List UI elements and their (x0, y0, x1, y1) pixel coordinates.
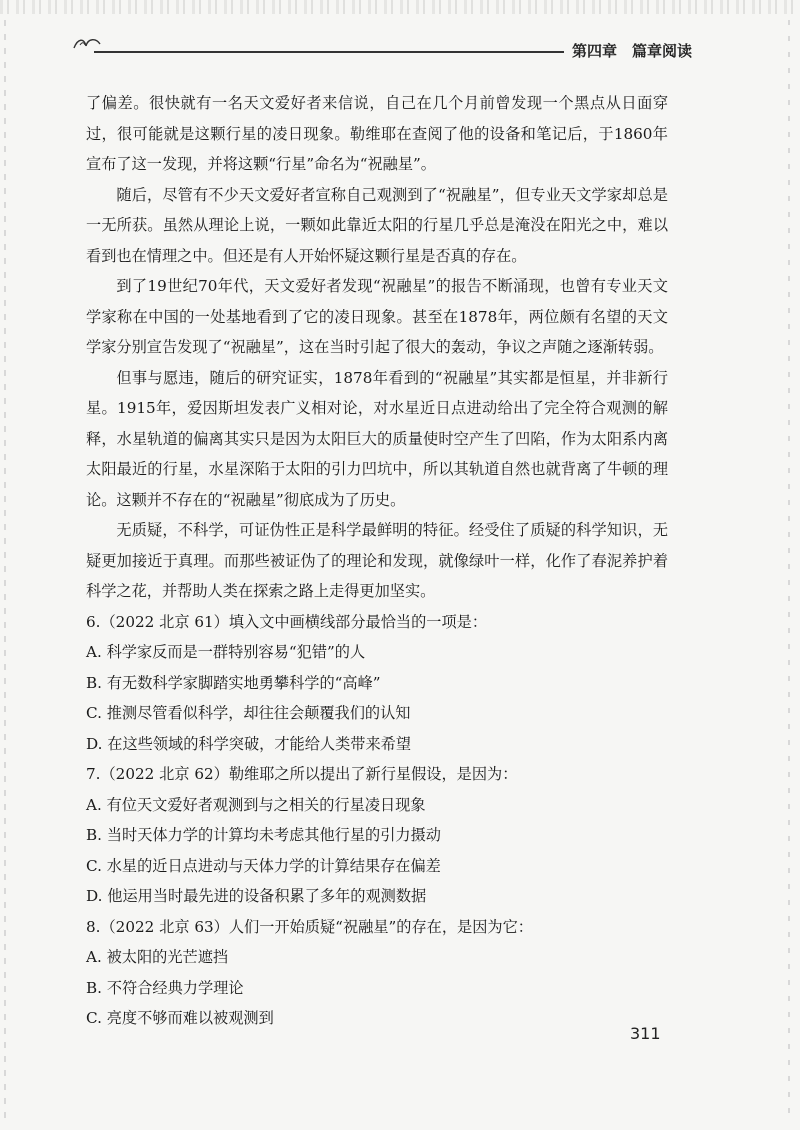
paragraph: 但事与愿违，随后的研究证实，1878年看到的“祝融星”其实都是恒星，并非新行星。1915年，爱因斯坦发表广义相对论，对水星近日点进动给出了完全符合观测的解释，水星轨道的偏离其实只是因为太阳巨大的质量使时空产生了凹陷，作为太阳系内离太阳最近的行星，水星深陷于太阳的引力凹坑中，所以其轨道自然也就背离了牛顿的理论。这颗并不存在的“祝融星”彻底成为了历史。 (86, 368, 668, 509)
option-a: A. 有位天文爱好者观测到与之相关的行星凌日现象 (86, 795, 426, 814)
scan-edge-right (788, 20, 790, 1120)
question-7 (86, 759, 668, 912)
running-header (72, 36, 693, 60)
question-6 (86, 607, 668, 760)
page-number: 311 (630, 1024, 661, 1043)
option-b: B. 不符合经典力学理论 (86, 978, 244, 997)
option-a: A. 被太阳的光芒遮挡 (86, 948, 229, 966)
option-b: B. 有无数科学家脚踏实地勇攀科学的“高峰” (86, 673, 381, 692)
question-stem: 8.（2022 北京 63）人们一开始质疑“祝融星”的存在，是因为它： (86, 917, 533, 936)
paragraph: 了偏差。很快就有一名天文爱好者来信说，自己在几个月前曾发现一个黑点从日面穿过，很可能就是这颗行星的凌日现象。勒维耶在查阅了他的设备和笔记后，于1860年宣布了这一发现，并将这颗“行星”命名为“祝融星”。 (86, 94, 668, 173)
header-rule (94, 51, 564, 53)
leaf-ornament-icon (72, 36, 102, 52)
option-c: C. 水星的近日点进动与天体力学的计算结果存在偏差 (86, 856, 441, 875)
paragraph: 无质疑，不科学，可证伪性正是科学最鲜明的特征。经受住了质疑的科学知识，无疑更加接近于真理。而那些被证伪了的理论和发现，就像绿叶一样，化作了春泥养护着科学之花，并帮助人类在探索之路上走得更加坚实。 (86, 521, 668, 600)
paragraph: 随后，尽管有不少天文爱好者宣称自己观测到了“祝融星”，但专业天文学家却总是一无所获。虽然从理论上说，一颗如此靠近太阳的行星几乎总是淹没在阳光之中，难以看到也在情理之中。但还是有人开始怀疑这颗行星是否真的存在。 (86, 185, 668, 265)
option-d: D. 他运用当时最先进的设备积累了多年的观测数据 (86, 887, 427, 905)
scan-noise-top (0, 0, 800, 14)
page-body (86, 88, 668, 1034)
option-a: A. 科学家反而是一群特别容易“犯错”的人 (86, 643, 366, 661)
option-d: D. 在这些领域的科学突破，才能给人类带来希望 (86, 734, 412, 753)
paragraph: 到了19世纪70年代，天文爱好者发现“祝融星”的报告不断涌现，也曾有专业天文学家称在中国的一处基地看到了它的凌日现象。甚至在1878年，两位颇有名望的天文学家分别宣告发现了“祝融星”，这在当时引起了很大的轰动，争议之声随之逐渐转弱。 (86, 277, 668, 356)
question-stem: 6.（2022 北京 61）填入文中画横线部分最恰当的一项是： (86, 612, 488, 631)
option-c: C. 推测尽管看似科学，却往往会颠覆我们的认知 (86, 704, 411, 722)
option-c: C. 亮度不够而难以被观测到 (86, 1009, 274, 1027)
chapter-title: 第四章 篇章阅读 (572, 42, 693, 60)
question-8 (86, 912, 668, 1034)
scan-edge-left (4, 20, 6, 1120)
question-stem: 7.（2022 北京 62）勒维耶之所以提出了新行星假设，是因为： (86, 765, 518, 783)
option-b: B. 当时天体力学的计算均未考虑其他行星的引力摄动 (86, 826, 441, 844)
